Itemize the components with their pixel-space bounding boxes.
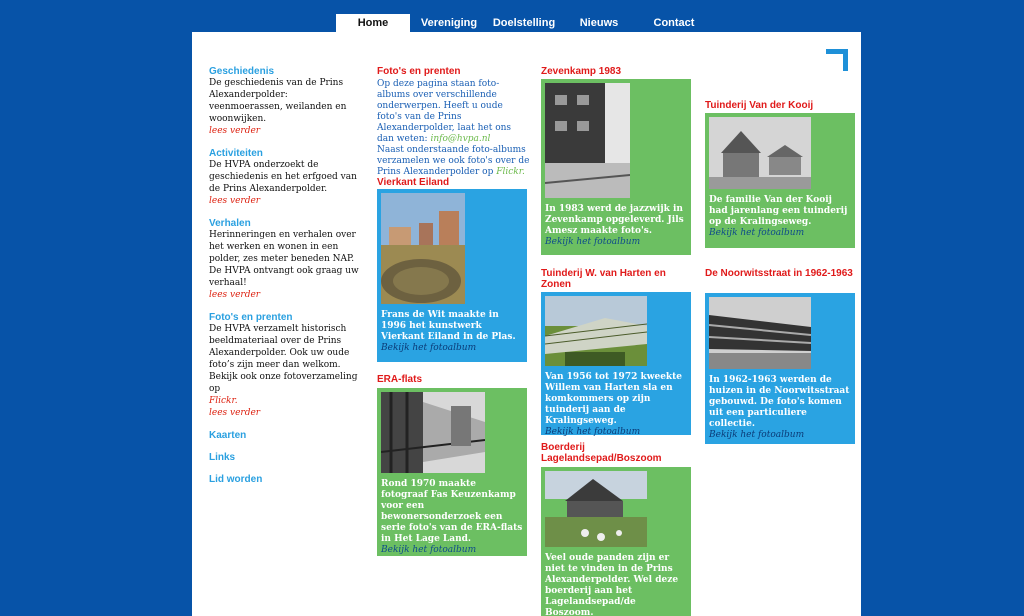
album-photo[interactable] [381, 392, 485, 473]
sidebar-heading[interactable]: Geschiedenis [209, 66, 275, 77]
content-page [192, 32, 861, 616]
album-card-van-harten[interactable] [541, 292, 691, 435]
flickr-intro-text: Bekijk ook onze fotoverzameling op [209, 372, 358, 394]
album-card-era-flats[interactable] [377, 388, 527, 556]
read-more-link[interactable]: lees verder [209, 408, 261, 418]
album-card-noorwitsstraat[interactable] [705, 293, 855, 444]
album-card-vierkant-eiland[interactable] [377, 189, 527, 362]
nav-contact[interactable]: Contact [653, 17, 695, 29]
sidebar-text: De HVPA onderzoekt de geschiedenis en het erfgoed van de Prins Alexanderpolder. [209, 160, 357, 194]
album-caption: Frans de Wit maakte in 1996 het kunstwerk Vierkant Eiland in de Plas. [381, 310, 516, 342]
corner-bracket-icon [826, 49, 848, 71]
read-more-link[interactable]: lees verder [209, 290, 261, 300]
album-photo[interactable] [381, 193, 465, 304]
view-album-link[interactable]: Bekijk het fotoalbum [381, 343, 477, 353]
nav-home[interactable]: Home [336, 14, 410, 32]
album-title[interactable]: De Noorwitsstraat in 1962-1963 [705, 268, 853, 279]
intro-text-1: Op deze pagina staan foto-albums over verschillende onderwerpen. Heeft u oude foto's van de Prins Alexanderpolder, laat het ons dan weten: [377, 79, 512, 144]
nav-vereniging[interactable]: Vereniging [420, 17, 478, 29]
intro-text [377, 79, 530, 178]
view-album-link[interactable]: Bekijk het fotoalbum [381, 545, 477, 555]
nav-doelstelling[interactable]: Doelstelling [492, 17, 556, 29]
album-photo[interactable] [709, 297, 811, 369]
album-photo[interactable] [709, 117, 811, 189]
sidebar-section-fotos [209, 312, 359, 419]
album-card-boerderij[interactable] [541, 467, 691, 616]
sidebar-heading[interactable]: Verhalen [209, 218, 251, 229]
intro-title: Foto's en prenten [377, 66, 461, 77]
flickr-link[interactable]: Flickr. [209, 396, 238, 406]
album-photo[interactable] [545, 83, 630, 198]
album-photo[interactable] [545, 296, 647, 366]
album-caption: In 1983 werd de jazzwijk in Zevenkamp opgeleverd. Jils Amesz maakte foto's. [545, 204, 684, 236]
view-album-link[interactable]: Bekijk het fotoalbum [709, 430, 805, 440]
sidebar-section-geschiedenis [209, 66, 359, 137]
album-caption: De familie Van der Kooij had jarenlang een tuinderij op de Kralingseweg. [709, 195, 848, 227]
sidebar-text: De HVPA verzamelt historisch beeldmateriaal over de Prins Alexanderpolder. Ook uw oude foto’s zijn meer dan welkom. [209, 324, 350, 370]
album-caption: Van 1956 tot 1972 kweekte Willem van Harten sla en komkommers op zijn tuinderij aan de Kralingseweg. [545, 372, 683, 426]
sidebar-text: Herinneringen en verhalen over het werken en wonen in een polder, zes meter beneden NAP. De HVPA ontvangt ook graag uw verhaal! [209, 230, 359, 288]
sidebar-section-activiteiten [209, 148, 359, 207]
sidebar-link-links[interactable]: Links [209, 452, 236, 463]
album-photo[interactable] [545, 471, 647, 547]
sidebar-link-lid-worden[interactable]: Lid worden [209, 474, 263, 485]
read-more-link[interactable]: lees verder [209, 126, 261, 136]
email-link[interactable]: info@hvpa.nl [430, 134, 491, 144]
sidebar-heading[interactable]: Activiteiten [209, 148, 263, 159]
sidebar-section-verhalen [209, 218, 359, 301]
album-title[interactable]: Zevenkamp 1983 [541, 66, 622, 77]
album-title[interactable]: ERA-flats [377, 374, 423, 385]
sidebar-text [209, 371, 359, 407]
album-title[interactable]: Vierkant Eiland [377, 177, 450, 188]
intro-text-2: Naast onderstaande foto-albums verzamelen we ook foto's over de Prins Alexanderpolder op [377, 145, 530, 177]
album-card-zevenkamp[interactable] [541, 79, 691, 255]
album-title[interactable]: Tuinderij Van der Kooij [705, 100, 814, 111]
sidebar-heading[interactable]: Foto's en prenten [209, 312, 293, 323]
view-album-link[interactable]: Bekijk het fotoalbum [545, 237, 641, 247]
album-caption: Veel oude panden zijn er niet te vinden in de Prins Alexanderpolder. Wel deze boerderij aan het Lagelandsepad/de Boszoom. [545, 553, 679, 616]
album-caption: Rond 1970 maakte fotograaf Fas Keuzenkamp voor een bewonersonderzoek een serie foto's van de ERA-flats in Het Lage Land. [381, 479, 523, 544]
sidebar-text: De geschiedenis van de Prins Alexanderpolder: veenmoerassen, weilanden en woonwijken. [209, 78, 347, 124]
view-album-link[interactable]: Bekijk het fotoalbum [709, 228, 805, 238]
sidebar-link-kaarten[interactable]: Kaarten [209, 430, 247, 441]
nav-nieuws[interactable]: Nieuws [579, 17, 619, 29]
sidebar [209, 66, 359, 496]
album-card-van-der-kooij[interactable] [705, 113, 855, 248]
flickr-link[interactable]: Flickr. [496, 167, 525, 177]
album-title[interactable]: Boerderij Lagelandsepad/Boszoom [541, 442, 662, 464]
read-more-link[interactable]: lees verder [209, 196, 261, 206]
top-navigation-bar [0, 0, 1024, 32]
album-caption: In 1962-1963 werden de huizen in de Noorwitsstraat gebouwd. De foto's komen uit een particuliere collectie. [709, 375, 850, 429]
view-album-link[interactable]: Bekijk het fotoalbum [545, 427, 641, 437]
album-title[interactable]: Tuinderij W. van Harten en Zonen [541, 268, 666, 290]
